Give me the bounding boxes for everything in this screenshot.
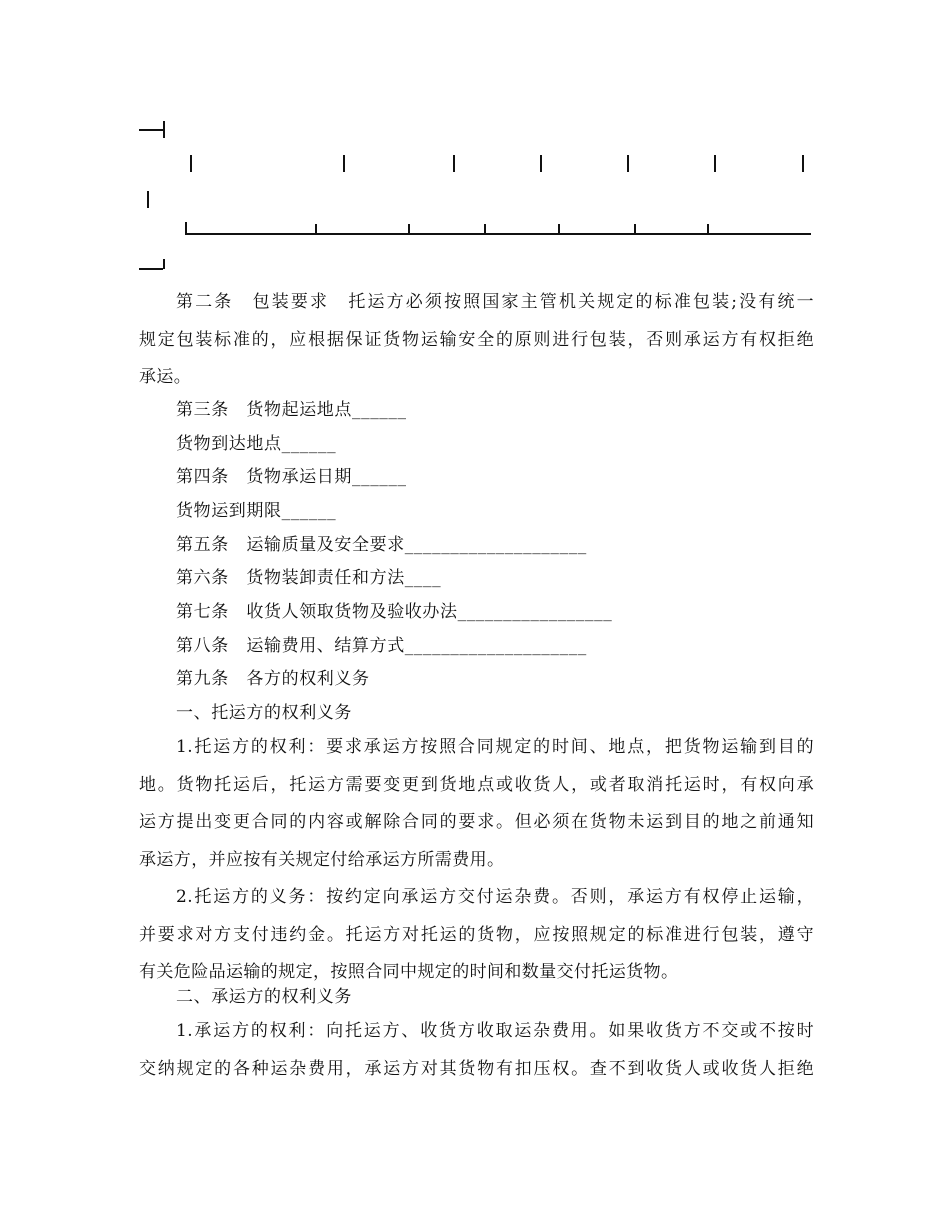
section-2-heading: 二、承运方的权利义务 bbox=[176, 987, 352, 1007]
text-line: 1.承运方的权利：向托运方、收货方收取运杂费用。如果收货方不交或不按时 bbox=[176, 1021, 814, 1041]
article-8: 第八条 运输费用、结算方式____________________ bbox=[176, 636, 587, 656]
text-line: 1.托运方的权利：要求承运方按照合同规定的时间、地点，把货物运输到目的 bbox=[176, 737, 814, 757]
text-line: 有关危险品运输的规定，按照合同中规定的时间和数量交付托运货物。 bbox=[139, 962, 679, 982]
article-9: 第九条 各方的权利义务 bbox=[176, 669, 370, 689]
article-5: 第五条 运输质量及安全要求____________________ bbox=[176, 535, 587, 555]
article-2-line-3: 承运。 bbox=[139, 367, 192, 387]
text-line: 交纳规定的各种运杂费用，承运方对其货物有扣压权。查不到收货人或收货人拒绝 bbox=[139, 1058, 814, 1079]
article-2-line-2: 规定包装标准的，应根据保证货物运输安全的原则进行包装，否则承运方有权拒绝 bbox=[139, 329, 814, 350]
text-line: 承运方，并应按有关规定付给承运方所需费用。 bbox=[139, 849, 505, 870]
article-2 bbox=[139, 292, 814, 405]
text-line: 地。货物托运后，托运方需要变更到货地点或收货人，或者取消托运时，有权向承 bbox=[139, 774, 814, 795]
article-6: 第六条 货物装卸责任和方法____ bbox=[176, 568, 442, 588]
article-7: 第七条 收货人领取货物及验收办法_________________ bbox=[176, 602, 613, 622]
article-3-destination: 货物到达地点______ bbox=[176, 434, 337, 454]
article-4-deadline: 货物运到期限______ bbox=[176, 501, 337, 521]
article-4: 第四条 货物承运日期______ bbox=[176, 467, 407, 487]
section-2-paragraph-1 bbox=[139, 1021, 814, 1096]
article-2-line-1: 第二条 包装要求 托运方必须按照国家主管机关规定的标准包装;没有统一 bbox=[176, 292, 814, 312]
text-line: 2.托运方的义务：按约定向承运方交付运杂费。否则，承运方有权停止运输， bbox=[176, 887, 814, 907]
section-1-paragraph-1 bbox=[139, 737, 814, 887]
article-3: 第三条 货物起运地点______ bbox=[176, 400, 407, 420]
text-line: 运方提出变更合同的内容或解除合同的要求。但必须在货物未运到目的地之前通知 bbox=[139, 812, 814, 832]
text-line: 并要求对方支付违约金。托运方对托运的货物，应按照规定的标准进行包装，遵守 bbox=[139, 924, 814, 945]
section-1-paragraph-2 bbox=[139, 887, 814, 1000]
section-1-heading: 一、托运方的权利义务 bbox=[176, 703, 352, 723]
